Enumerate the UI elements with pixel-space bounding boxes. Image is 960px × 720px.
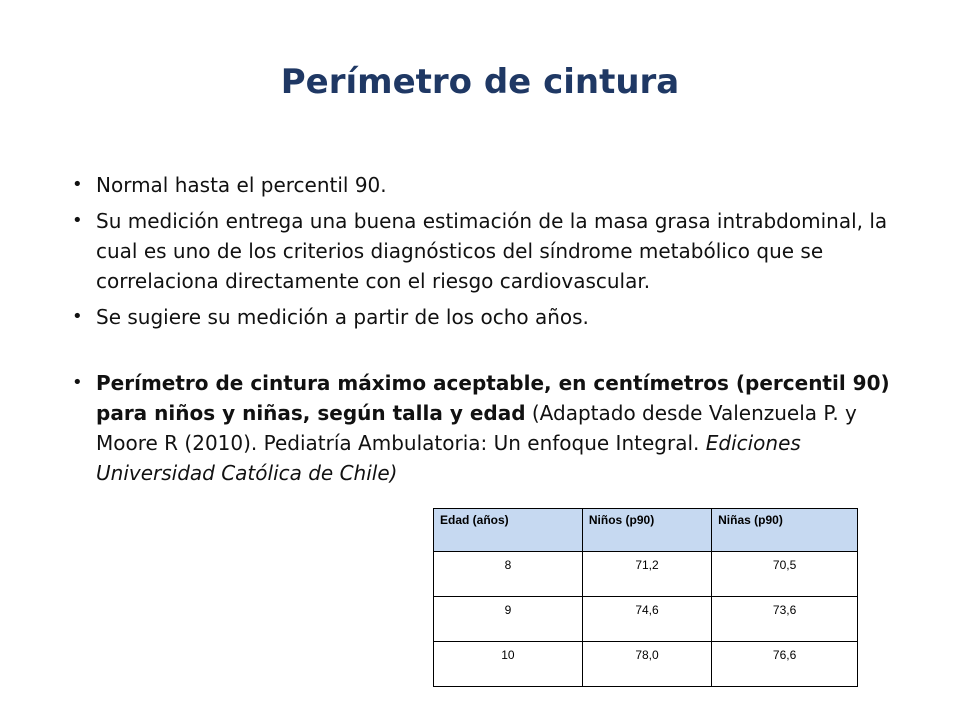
bullet-text: Su medición entrega una buena estimación de la masa grasa intrabdominal, la cual es uno de los criterios diagnósticos del síndrome metabólico que se correlaciona directamente con el riesgo cardiovascular. bbox=[96, 209, 888, 293]
bullet-icon: • bbox=[72, 306, 83, 327]
slide-title: Perímetro de cintura bbox=[280, 62, 680, 102]
bullet-text: Normal hasta el percentil 90. bbox=[96, 173, 387, 197]
cell-girls: 73,6 bbox=[712, 597, 858, 642]
cell-age: 8 bbox=[434, 552, 583, 597]
table-header-row bbox=[434, 509, 858, 552]
bullet-icon: • bbox=[72, 174, 83, 195]
header-boys: Niños (p90) bbox=[582, 509, 711, 552]
bullet-icon: • bbox=[72, 210, 83, 231]
reference-bold-text: Perímetro de cintura máximo aceptable, en centímetros (percentil 90) para niños y niñas, según talla y edad bbox=[96, 371, 890, 425]
reference-italic-text: Ediciones Universidad Católica de Chile) bbox=[96, 431, 801, 485]
cell-age: 9 bbox=[434, 597, 583, 642]
table-row bbox=[434, 552, 858, 597]
cell-girls: 70,5 bbox=[712, 552, 858, 597]
header-age: Edad (años) bbox=[434, 509, 583, 552]
header-girls: Niñas (p90) bbox=[712, 509, 858, 552]
table-row bbox=[434, 642, 858, 687]
bullet-item-normal bbox=[72, 170, 912, 200]
table-row bbox=[434, 597, 858, 642]
cell-girls: 76,6 bbox=[712, 642, 858, 687]
cell-boys: 74,6 bbox=[582, 597, 711, 642]
bullet-item-estimation bbox=[72, 206, 912, 296]
bullet-text: Se sugiere su medición a partir de los ocho años. bbox=[96, 305, 589, 329]
cell-boys: 78,0 bbox=[582, 642, 711, 687]
bullet-item-reference bbox=[72, 368, 912, 488]
bullet-list bbox=[72, 170, 912, 494]
waist-percentile-table bbox=[433, 508, 858, 687]
cell-boys: 71,2 bbox=[582, 552, 711, 597]
bullet-spacer bbox=[72, 338, 912, 368]
bullet-icon: • bbox=[72, 372, 83, 393]
cell-age: 10 bbox=[434, 642, 583, 687]
reference-normal-text: (Adaptado desde Valenzuela P. y Moore R (2010). Pediatría Ambulatoria: Un enfoque Integral. bbox=[96, 401, 857, 455]
bullet-item-age bbox=[72, 302, 912, 332]
